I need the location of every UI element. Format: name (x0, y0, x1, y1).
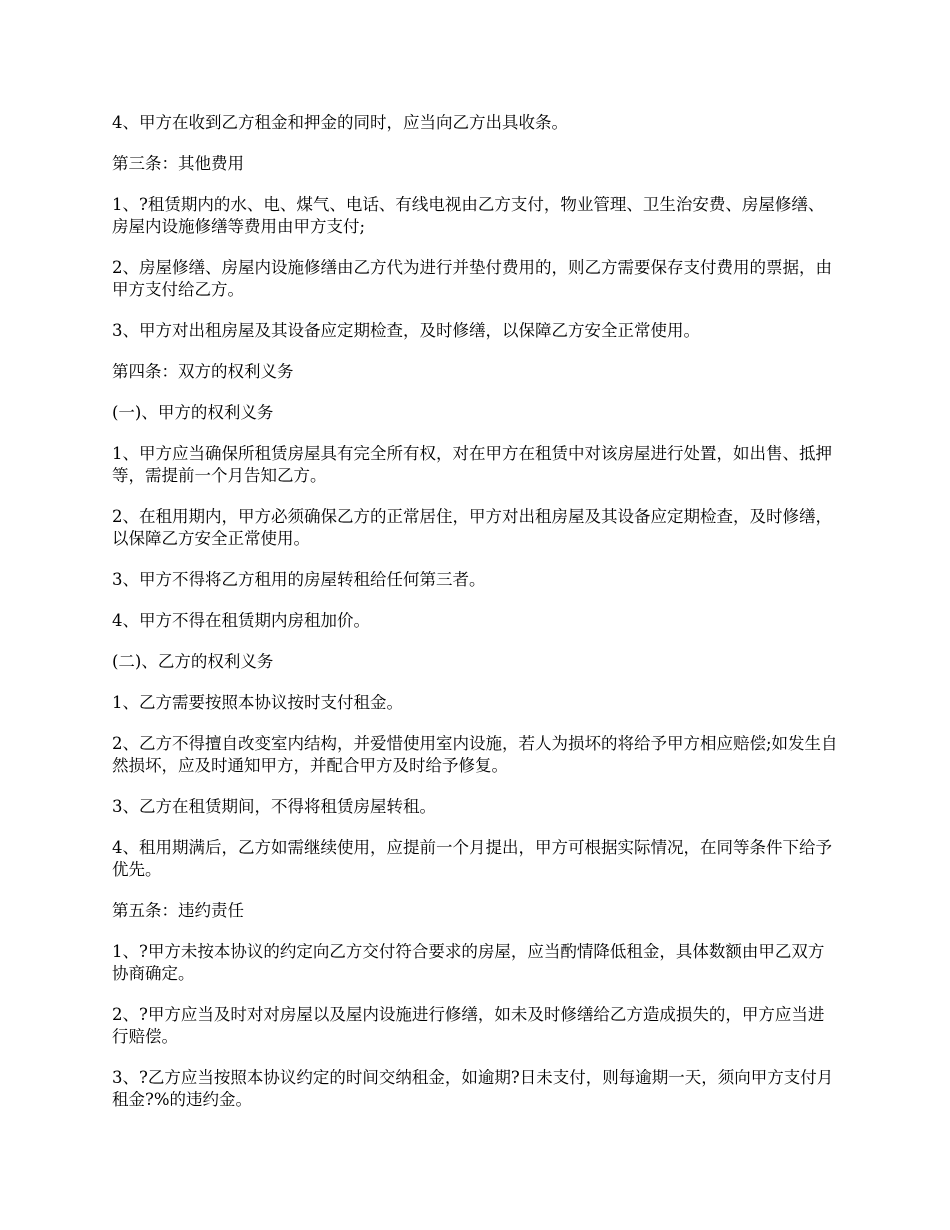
subheading-party-a: (一)、甲方的权利义务 (112, 403, 274, 422)
paragraph-party-b-1: 1、乙方需要按照本协议按时支付租金。 (112, 693, 403, 712)
paragraph-repair-advance: 2、房屋修缮、房屋内设施修缮由乙方代为进行并垫付费用的，则乙方需要保存支付费用的票据，由甲方支付给乙方。 (112, 258, 832, 299)
paragraph-party-a-3: 3、甲方不得将乙方租用的房屋转租给任何第三者。 (112, 570, 486, 589)
paragraph-party-a-1: 1、甲方应当确保所租赁房屋具有完全所有权，对在甲方在租赁中对该房屋进行处置，如出售、抵押等，需提前一个月告知乙方。 (112, 444, 832, 485)
paragraph-party-b-2: 2、乙方不得擅自改变室内结构，并爱惜使用室内设施，若人为损坏的将给予甲方相应赔偿;如发生自然损坏，应及时通知甲方，并配合甲方及时给予修复。 (112, 734, 838, 775)
paragraph-inspection: 3、甲方对出租房屋及其设备应定期检查，及时修缮，以保障乙方安全正常使用。 (112, 321, 700, 340)
subheading-party-b: (二)、乙方的权利义务 (112, 652, 274, 671)
paragraph-party-b-3: 3、乙方在租赁期间，不得将租赁房屋转租。 (112, 797, 436, 816)
section-heading-breach: 第五条：违约责任 (112, 901, 244, 920)
section-heading-rights-obligations: 第四条：双方的权利义务 (112, 362, 294, 381)
paragraph-party-b-4: 4、租用期满后，乙方如需继续使用，应提前一个月提出，甲方可根据实际情况，在同等条件下给予优先。 (112, 838, 832, 879)
paragraph-breach-3: 3、?乙方应当按照本协议约定的时间交纳租金，如逾期?日未支付，则每逾期一天，须向甲方支付月租金?%的违约金。 (112, 1068, 834, 1109)
paragraph-receipt-clause: 4、甲方在收到乙方租金和押金的同时，应当向乙方出具收条。 (112, 113, 568, 132)
paragraph-party-a-2: 2、在租用期内，甲方必须确保乙方的正常居住，甲方对出租房屋及其设备应定期检查，及时修缮，以保障乙方安全正常使用。 (112, 507, 832, 548)
section-heading-other-fees: 第三条：其他费用 (112, 154, 244, 173)
paragraph-breach-2: 2、?甲方应当及时对对房屋以及屋内设施进行修缮，如未及时修缮给乙方造成损失的，甲方应当进行赔偿。 (112, 1005, 825, 1046)
paragraph-party-a-4: 4、甲方不得在租赁期内房租加价。 (112, 611, 370, 630)
paragraph-breach-1: 1、?甲方未按本协议的约定向乙方交付符合要求的房屋，应当酌情降低租金，具体数额由甲乙双方协商确定。 (112, 942, 825, 983)
paragraph-utilities: 1、?租赁期内的水、电、煤气、电话、有线电视由乙方支付，物业管理、卫生治安费、房屋修缮、房屋内设施修缮等费用由甲方支付; (112, 195, 825, 236)
document-body (112, 112, 839, 1130)
